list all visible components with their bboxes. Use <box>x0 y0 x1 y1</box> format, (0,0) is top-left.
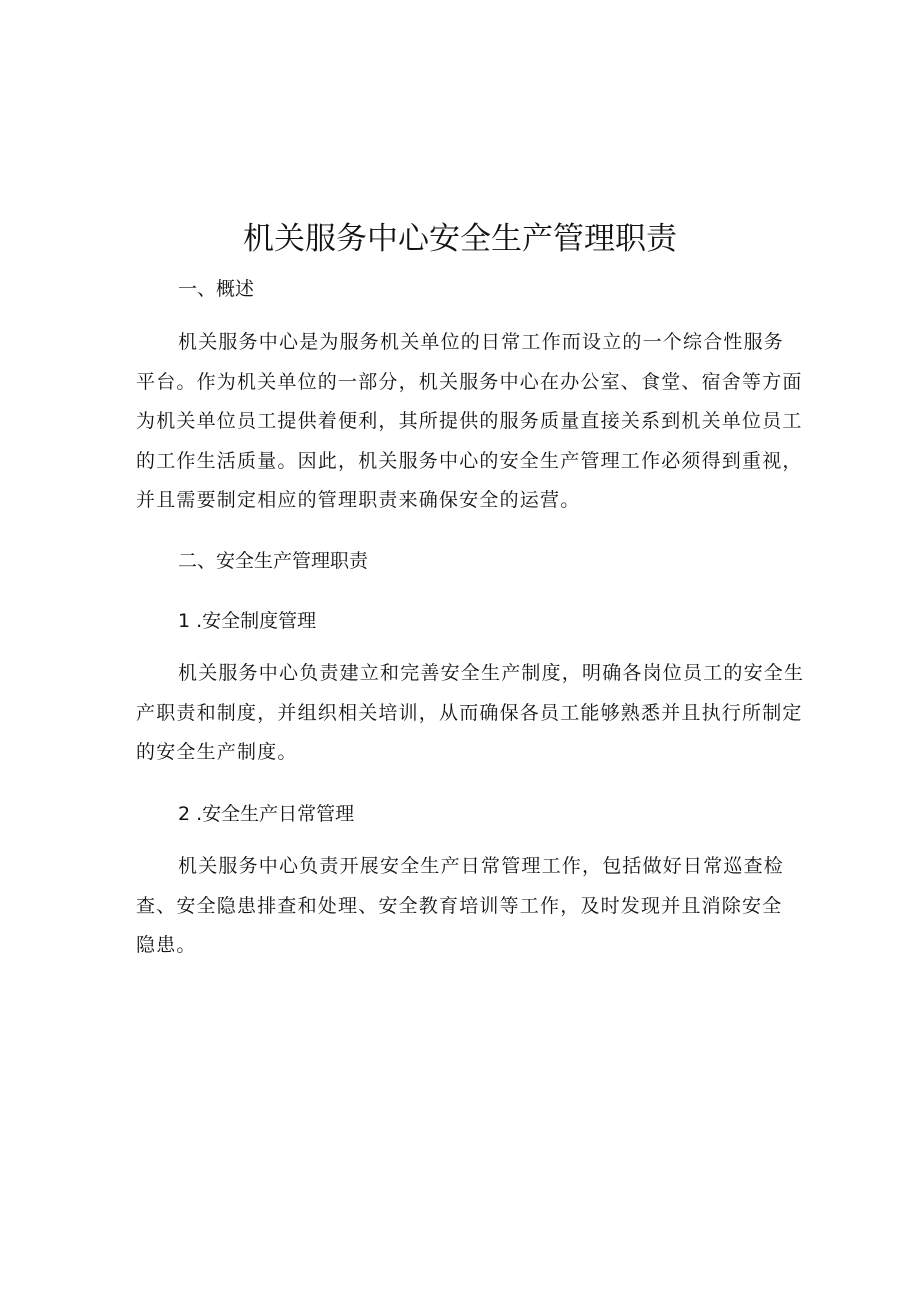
paragraph-line: 的工作生活质量。因此，机关服务中心的安全生产管理工作必须得到重视， <box>136 449 803 472</box>
paragraph-line: 平台。作为机关单位的一部分，机关服务中心在办公室、食堂、宿舍等方面 <box>136 370 803 393</box>
paragraph-line: 产职责和制度，并组织相关培训，从而确保各员工能够熟悉并且执行所制定 <box>136 701 803 724</box>
subsection-heading-safety-system: 1 .安全制度管理 <box>178 610 317 632</box>
paragraph-line: 并且需要制定相应的管理职责来确保安全的运营。 <box>136 489 581 511</box>
paragraph-line: 隐患。 <box>136 934 197 956</box>
subsection-heading-daily-management: 2 .安全生产日常管理 <box>178 803 355 825</box>
document-title: 机关服务中心安全生产管理职责 <box>243 221 677 257</box>
paragraph-line: 机关服务中心负责开展安全生产日常管理工作，包括做好日常巡查检 <box>178 855 785 877</box>
paragraph-line: 的安全生产制度。 <box>136 741 298 763</box>
paragraph-overview <box>136 323 803 521</box>
paragraph-line: 机关服务中心是为服务机关单位的日常工作而设立的一个综合性服务 <box>178 331 785 353</box>
paragraph-line: 机关服务中心负责建立和完善安全生产制度，明确各岗位员工的安全生 <box>178 662 805 684</box>
paragraph-line: 查、安全隐患排查和处理、安全教育培训等工作，及时发现并且消除安全 <box>136 894 783 917</box>
paragraph-safety-system <box>136 654 805 773</box>
paragraph-daily-management <box>136 847 800 966</box>
paragraph-line: 为机关单位员工提供着便利，其所提供的服务质量直接关系到机关单位员工 <box>136 410 803 432</box>
section-heading-overview: 一、概述 <box>178 278 255 300</box>
section-heading-responsibilities: 二、安全生产管理职责 <box>178 550 369 572</box>
